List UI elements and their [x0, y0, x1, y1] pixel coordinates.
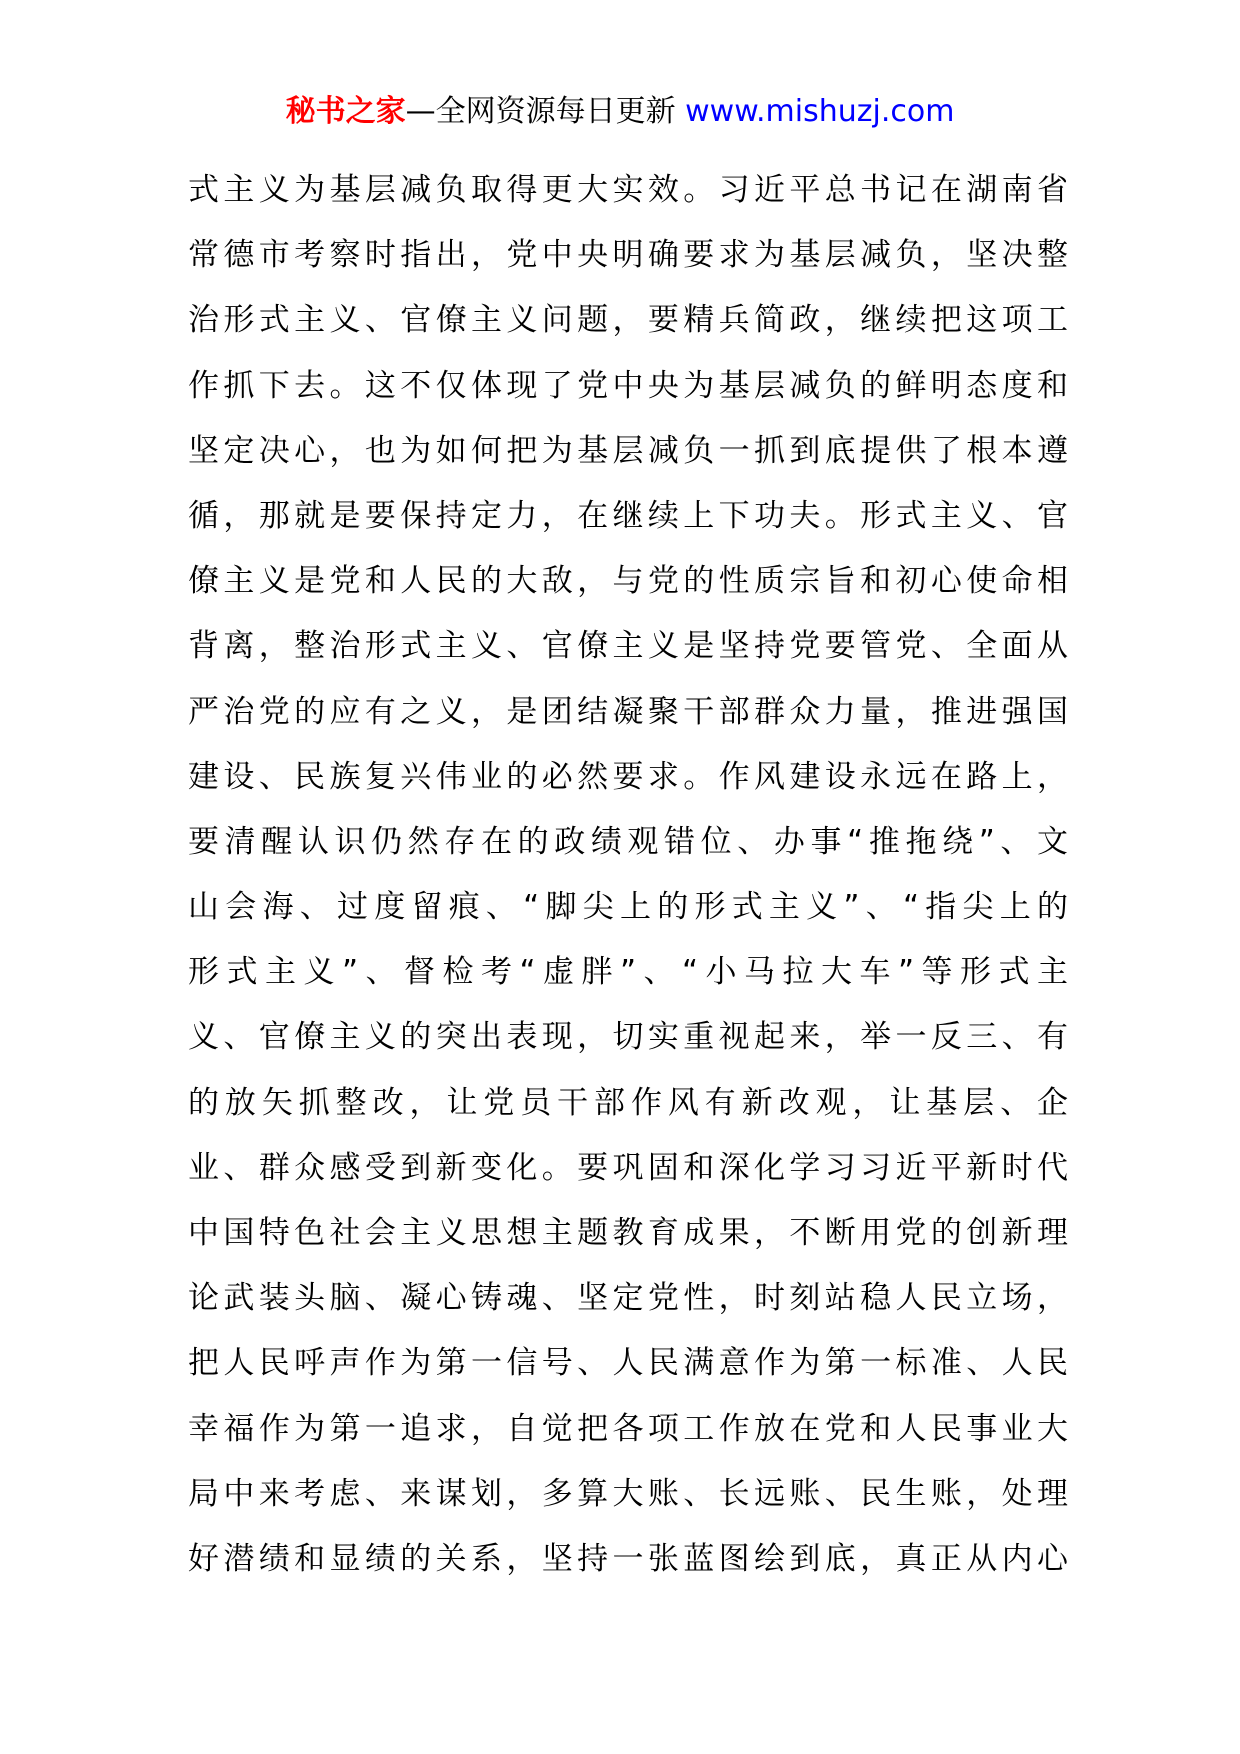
body-line: 论武装头脑、凝心铸魂、坚定党性，时刻站稳人民立场， — [188, 1280, 1068, 1317]
document-body — [188, 158, 1068, 1592]
body-line: 把人民呼声作为第一信号、人民满意作为第一标准、人民 — [188, 1345, 1068, 1382]
body-line: 循，那就是要保持定力，在继续上下功夫。形式主义、官 — [188, 497, 1068, 534]
body-line: 式主义为基层减负取得更大实效。习近平总书记在湖南省 — [188, 172, 1068, 208]
body-line: 治形式主义、官僚主义问题，要精兵简政，继续把这项工 — [188, 302, 1068, 339]
header-tagline: —全网资源每日更新 — [405, 94, 686, 129]
body-line: 中国特色社会主义思想主题教育成果，不断用党的创新理 — [188, 1215, 1068, 1251]
brand-name: 秘书之家 — [285, 94, 406, 129]
body-line: 常德市考察时指出，党中央明确要求为基层减负，坚决整 — [188, 237, 1068, 274]
body-line: 局中来考虑、来谋划，多算大账、长远账、民生账，处理 — [188, 1475, 1068, 1512]
body-line: 建设、民族复兴伟业的必然要求。作风建设永远在路上， — [188, 758, 1068, 795]
body-line: 坚定决心，也为如何把为基层减负一抓到底提供了根本遵 — [188, 432, 1068, 469]
body-line: 义、官僚主义的突出表现，切实重视起来，举一反三、有 — [188, 1019, 1068, 1056]
body-line: 形式主义”、督检考“虚胖”、“小马拉大车”等形式主 — [188, 954, 1068, 991]
body-line: 幸福作为第一追求，自觉把各项工作放在党和人民事业大 — [188, 1410, 1068, 1447]
page-header — [0, 92, 1240, 132]
body-line: 背离，整治形式主义、官僚主义是坚持党要管党、全面从 — [188, 628, 1068, 665]
body-line: 的放矢抓整改，让党员干部作风有新改观，让基层、企 — [188, 1084, 1068, 1121]
body-line: 严治党的应有之义，是团结凝聚干部群众力量，推进强国 — [188, 693, 1068, 730]
body-line: 业、群众感受到新变化。要巩固和深化学习习近平新时代 — [188, 1149, 1068, 1186]
body-line: 山会海、过度留痕、“脚尖上的形式主义”、“指尖上的 — [188, 889, 1068, 926]
body-line: 作抓下去。这不仅体现了党中央为基层减负的鲜明态度和 — [188, 367, 1068, 404]
body-line: 好潜绩和显绩的关系，坚持一张蓝图绘到底，真正从内心 — [188, 1540, 1068, 1577]
body-line: 要清醒认识仍然存在的政绩观错位、办事“推拖绕”、文 — [188, 823, 1068, 860]
header-url-link[interactable]: www.mishuzj.com — [685, 94, 955, 129]
body-line: 僚主义是党和人民的大敌，与党的性质宗旨和初心使命相 — [188, 563, 1068, 600]
